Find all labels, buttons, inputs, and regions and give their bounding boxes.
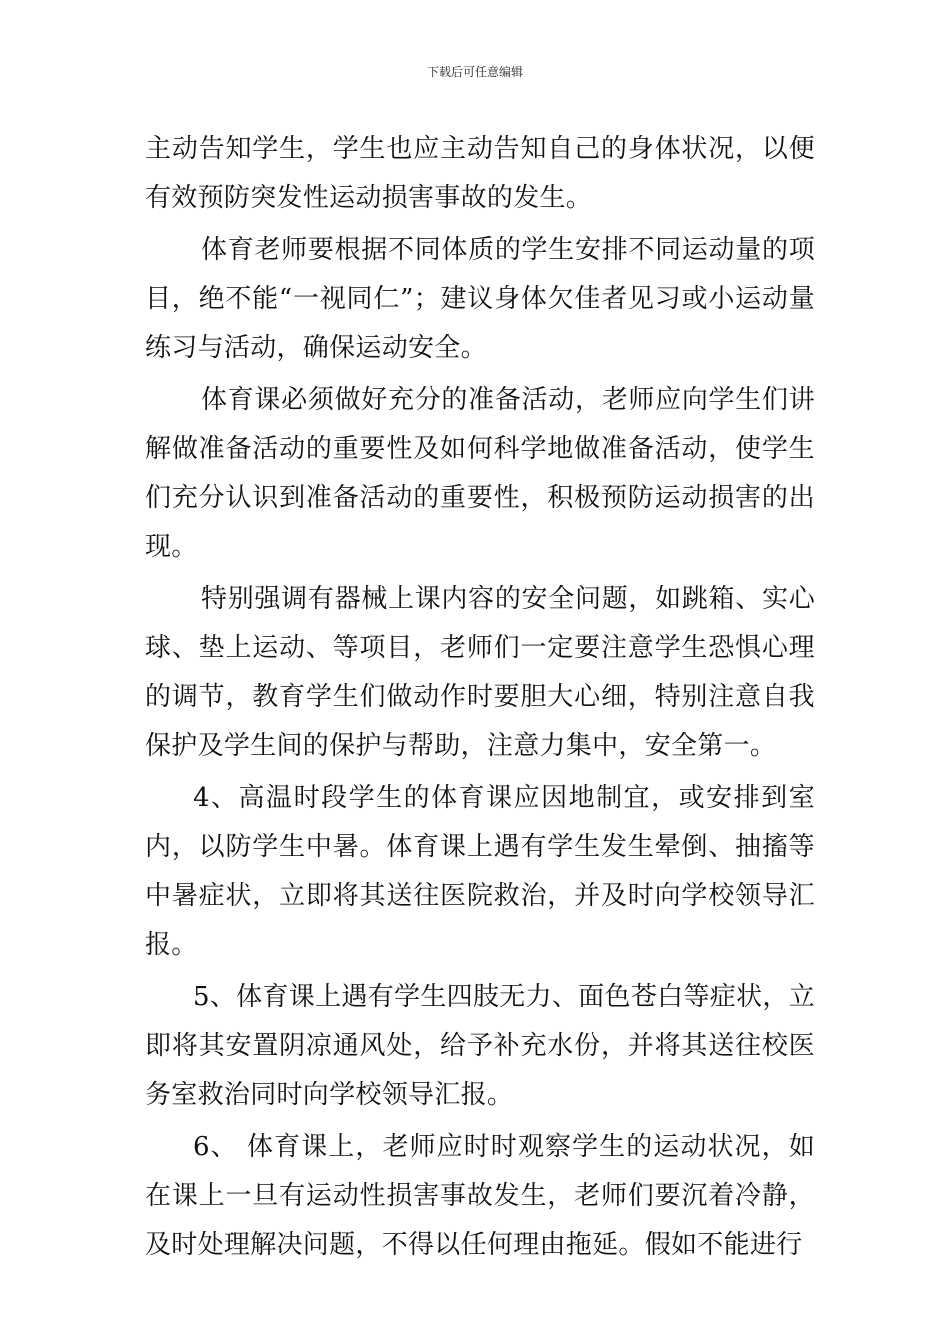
page-header: 下载后可任意编辑 xyxy=(426,65,523,79)
paragraph-7: 6、 体育课上，老师应时时观察学生的运动状况，如在课上一旦有运动性损害事故发生，老师们要沉着冷静，及时处理解决问题，不得以任何理由拖延。假如不能进行 xyxy=(145,1132,815,1260)
paragraph-2: 体育老师要根据不同体质的学生安排不同运动量的项目，绝不能“一视同仁”；建议身体欠佳者见习或小运动量练习与活动，确保运动安全。 xyxy=(145,235,815,363)
document-body xyxy=(145,125,815,1273)
paragraph-1: 主动告知学生，学生也应主动告知自己的身体状况，以便有效预防突发性运动损害事故的发生。 xyxy=(145,134,815,213)
paragraph-3: 体育课必须做好充分的准备活动，老师应向学生们讲解做准备活动的重要性及如何科学地做准备活动，使学生们充分认识到准备活动的重要性，积极预防运动损害的出现。 xyxy=(145,385,815,562)
paragraph-6: 5、体育课上遇有学生四肢无力、面色苍白等症状，立即将其安置阴凉通风处，给予补充水份，并将其送往校医务室救治同时向学校领导汇报。 xyxy=(145,982,815,1110)
paragraph-4: 特别强调有器械上课内容的安全问题，如跳箱、实心球、垫上运动、等项目，老师们一定要注意学生恐惧心理的调节，教育学生们做动作时要胆大心细，特别注意自我保护及学生间的保护与帮助，注意力集中，安全第一。 xyxy=(145,584,815,761)
paragraph-5: 4、高温时段学生的体育课应因地制宜，或安排到室内，以防学生中暑。体育课上遇有学生发生晕倒、抽搐等中暑症状，立即将其送往医院救治，并及时向学校领导汇报。 xyxy=(145,783,815,960)
